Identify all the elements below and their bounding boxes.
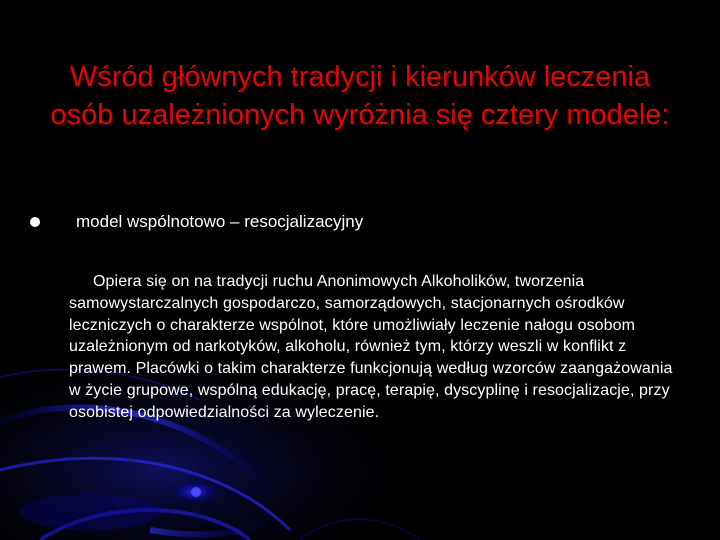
slide-title: Wśród głównych tradycji i kierunków leczenia osób uzależnionych wyróżnia się cztery modele:	[50, 61, 670, 131]
bullet-text: model wspólnotowo – resocjalizacyjny	[76, 212, 364, 231]
body-paragraph: Opiera się on na tradycji ruchu Anonimowych Alkoholików, tworzenia samowystarczalnych gospodarczo, samorządowych, stacjonarnych ośrodków leczniczych o charakterze wspólnot, które umożliwiały leczenie nałogu osobom uzależnionym od narkotyków, alkoholu, również tym, którzy weszli w konflikt z prawem. Placówki o takim charakterze funkcjonują według wzorców zaangażowania w życie grupowe, wspólną edukację, pracę, terapię, dyscyplinę i resocjalizacje, przy osobistej odpowiedzialności za wyleczenie.	[69, 273, 673, 421]
bullet-icon	[30, 217, 40, 227]
bullet-item	[30, 211, 690, 233]
